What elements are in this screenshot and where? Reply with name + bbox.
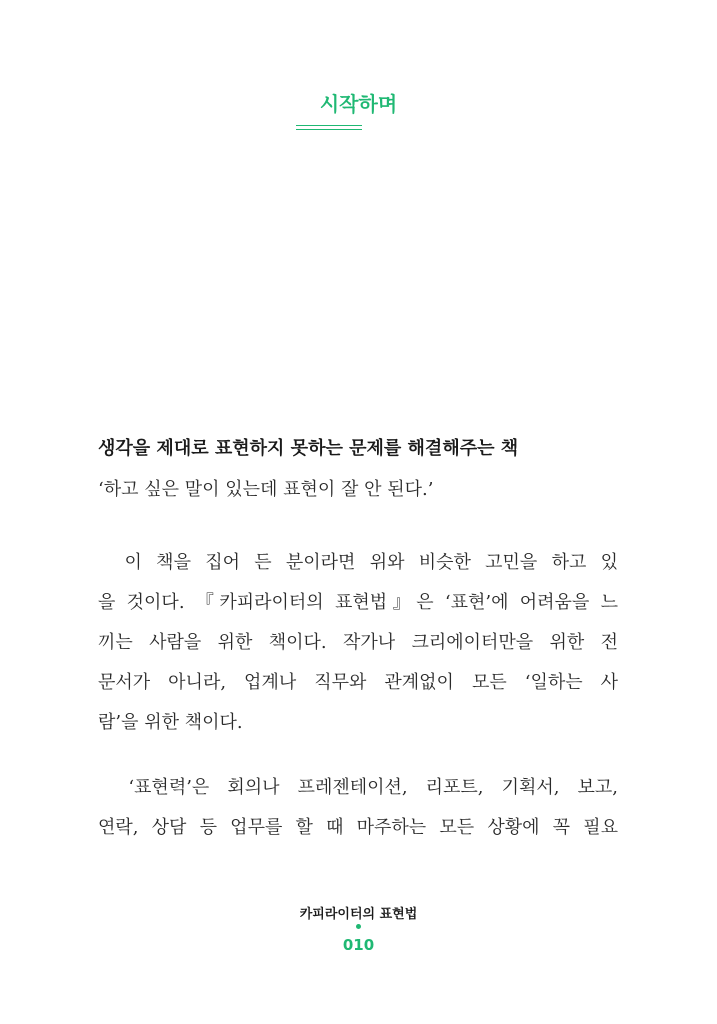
title-underline-top bbox=[296, 125, 362, 126]
paragraph-line: 을 것이다. 『카피라이터의 표현법』은 ‘표현’에 어려움을 느 bbox=[98, 592, 618, 613]
paragraph-2 bbox=[98, 768, 618, 848]
title-underline-bottom bbox=[296, 129, 362, 130]
paragraph-1 bbox=[98, 543, 618, 743]
paragraph-line: 람’을 위한 책이다. bbox=[98, 712, 243, 733]
paragraph-line: 끼는 사람을 위한 책이다. 작가나 크리에이터만을 위한 전 bbox=[98, 632, 618, 653]
paragraph-line: 연락, 상담 등 업무를 할 때 마주하는 모든 상황에 꼭 필요 bbox=[98, 817, 618, 838]
section-heading: 생각을 제대로 표현하지 못하는 문제를 해결해주는 책 bbox=[98, 438, 519, 459]
section-subheading: ‘하고 싶은 말이 있는데 표현이 잘 안 된다.’ bbox=[98, 479, 434, 500]
paragraph-line: 문서가 아니라, 업계나 직무와 관계없이 모든 ‘일하는 사 bbox=[98, 672, 618, 693]
paragraph-line: ‘표현력’은 회의나 프레젠테이션, 리포트, 기획서, 보고, bbox=[98, 777, 618, 798]
paragraph-line: 이 책을 집어 든 분이라면 위와 비슷한 고민을 하고 있 bbox=[98, 552, 618, 573]
page-number: 010 bbox=[342, 936, 375, 954]
footer-dot-ornament bbox=[356, 924, 361, 929]
running-footer-title: 카피라이터의 표현법 bbox=[299, 907, 418, 922]
chapter-title: 시작하며 bbox=[319, 92, 398, 116]
